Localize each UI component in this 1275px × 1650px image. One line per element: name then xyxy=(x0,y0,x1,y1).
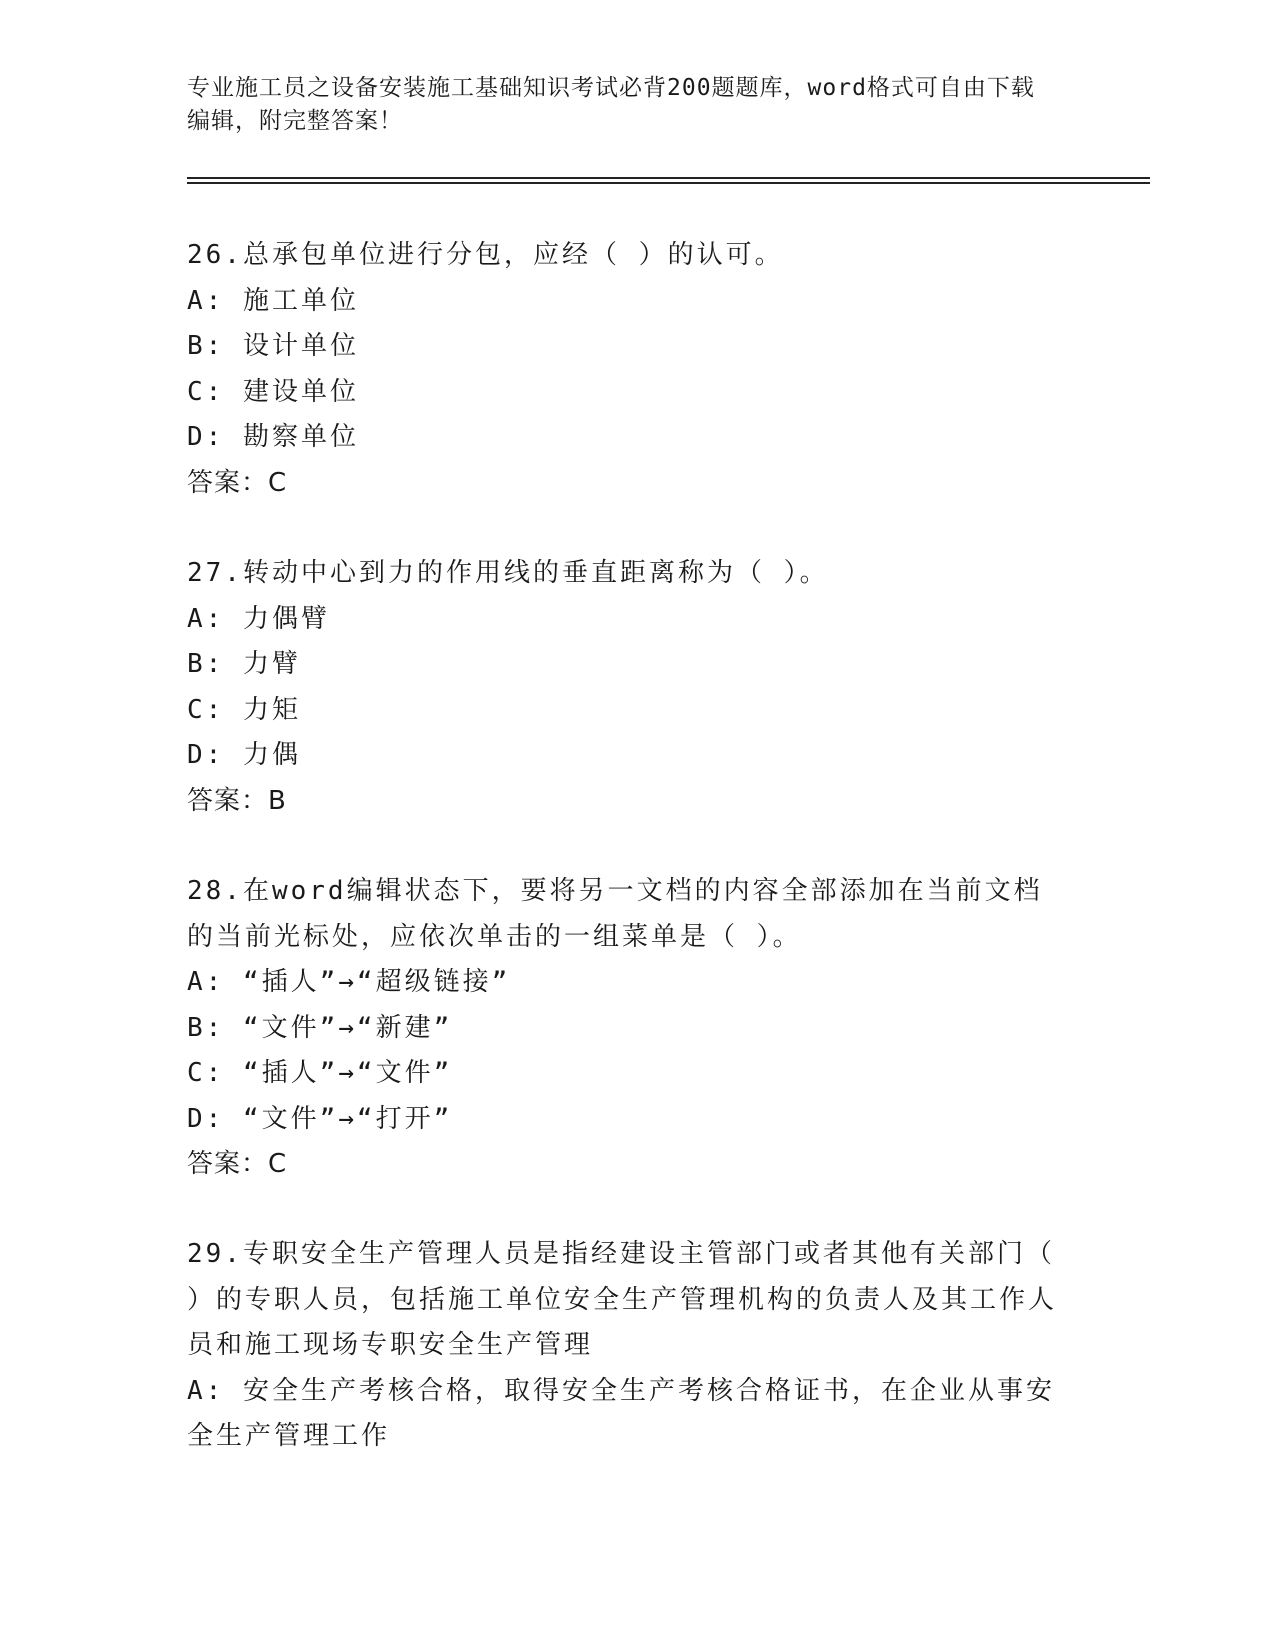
option-b: B: “文件”→“新建” xyxy=(187,1012,453,1043)
option-a: A: 安全生产考核合格，取得安全生产考核合格证书，在企业从事安全生产管理工作 xyxy=(187,1375,1055,1451)
header-divider-top xyxy=(187,177,1150,179)
question-27 xyxy=(187,551,1067,824)
header-divider-bottom xyxy=(187,182,1150,184)
question-text: 26.总承包单位进行分包，应经（ ）的认可。 xyxy=(187,240,784,270)
answer: 答案：C xyxy=(187,1149,288,1179)
option-b: B: 力臂 xyxy=(187,649,301,679)
question-text: 27.转动中心到力的作用线的垂直距离称为（ ）。 xyxy=(187,558,829,588)
question-28 xyxy=(187,869,1067,1188)
option-b: B: 设计单位 xyxy=(187,331,359,361)
option-c: C: 力矩 xyxy=(187,694,301,725)
option-d: D: 力偶 xyxy=(187,740,301,770)
header-line-1: 专业施工员之设备安装施工基础知识考试必背200题题库，word格式可自由下载 xyxy=(187,75,1035,101)
answer: 答案：C xyxy=(187,467,288,498)
option-d: D: 勘察单位 xyxy=(187,422,359,452)
answer: 答案：B xyxy=(187,785,287,816)
question-26 xyxy=(187,233,1067,506)
header-line-2: 编辑，附完整答案！ xyxy=(187,108,403,134)
option-c: C: 建设单位 xyxy=(187,376,359,407)
option-d: D: “文件”→“打开” xyxy=(187,1103,453,1134)
question-29 xyxy=(187,1232,1067,1460)
document-header xyxy=(187,72,1087,138)
option-a: A: 施工单位 xyxy=(187,285,359,316)
question-text: 29.专职安全生产管理人员是指经建设主管部门或者其他有关部门（ ）的专职人员，包括施工单位安全生产管理机构的负责人及其工作人员和施工现场专职安全生产管理 xyxy=(187,1239,1058,1360)
option-c: C: “插人”→“文件” xyxy=(187,1058,453,1088)
option-a: A: “插人”→“超级链接” xyxy=(187,967,511,997)
question-text: 28.在word编辑状态下，要将另一文档的内容全部添加在当前文档的当前光标处，应依次单击的一组菜单是（ ）。 xyxy=(187,876,1043,952)
option-a: A: 力偶臂 xyxy=(187,603,330,634)
